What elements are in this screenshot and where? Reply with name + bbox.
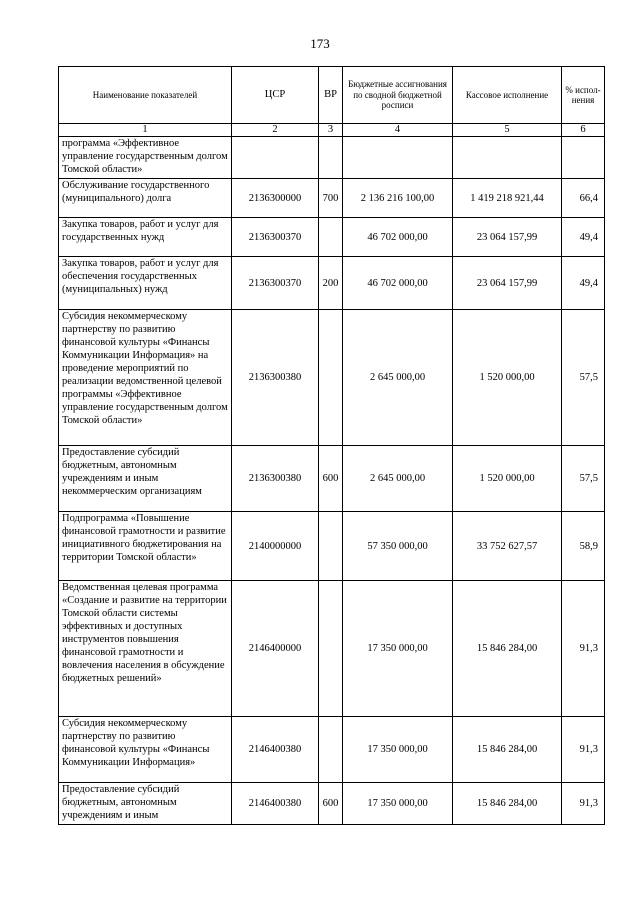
table-row — [59, 717, 605, 783]
row-cash-cell: 23 064 157,99 — [453, 218, 562, 257]
row-budget-cell: 2 645 000,00 — [343, 446, 453, 512]
row-vr-cell — [319, 581, 343, 717]
header-vr: ВР — [319, 67, 343, 124]
row-name-cell: Предоставление субсидий бюджетным, автономным учреждениям и иным некоммерческим организациям — [59, 446, 232, 512]
table-row — [59, 218, 605, 257]
row-pct-cell: 58,9 — [562, 512, 605, 581]
table-row — [59, 512, 605, 581]
table-row — [59, 783, 605, 825]
row-csr-cell: 2146400380 — [232, 717, 319, 783]
row-budget-cell: 17 350 000,00 — [343, 581, 453, 717]
row-cash-cell: 33 752 627,57 — [453, 512, 562, 581]
column-number: 4 — [343, 124, 453, 137]
row-cash-cell: 1 520 000,00 — [453, 446, 562, 512]
row-pct-cell: 91,3 — [562, 581, 605, 717]
table-row — [59, 446, 605, 512]
row-csr-cell: 2136300000 — [232, 179, 319, 218]
table-row — [59, 137, 605, 179]
row-name-cell: Субсидия некоммерческому партнерству по развитию финансовой культуры «Финансы Коммуникации Информация» — [59, 717, 232, 783]
row-vr-cell — [319, 310, 343, 446]
header-csr: ЦСР — [232, 67, 319, 124]
budget-execution-table — [58, 66, 605, 825]
column-number: 2 — [232, 124, 319, 137]
column-number: 6 — [562, 124, 605, 137]
row-pct-cell: 66,4 — [562, 179, 605, 218]
row-pct-cell: 49,4 — [562, 218, 605, 257]
row-vr-cell — [319, 137, 343, 179]
row-pct-cell: 57,5 — [562, 446, 605, 512]
row-pct-cell: 91,3 — [562, 717, 605, 783]
row-pct-cell: 91,3 — [562, 783, 605, 825]
row-budget-cell: 2 136 216 100,00 — [343, 179, 453, 218]
row-vr-cell: 600 — [319, 783, 343, 825]
row-pct-cell: 57,5 — [562, 310, 605, 446]
row-cash-cell: 1 520 000,00 — [453, 310, 562, 446]
row-budget-cell: 17 350 000,00 — [343, 783, 453, 825]
header-budget: Бюджетные ассигнования по сводной бюджетной росписи — [343, 67, 453, 124]
table-row — [59, 310, 605, 446]
column-number: 5 — [453, 124, 562, 137]
row-cash-cell: 15 846 284,00 — [453, 717, 562, 783]
row-vr-cell — [319, 218, 343, 257]
row-vr-cell — [319, 717, 343, 783]
row-budget-cell: 17 350 000,00 — [343, 717, 453, 783]
table-row — [59, 179, 605, 218]
row-vr-cell: 200 — [319, 257, 343, 310]
row-cash-cell: 1 419 218 921,44 — [453, 179, 562, 218]
header-pct: % испол-нения — [562, 67, 605, 124]
row-csr-cell: 2136300370 — [232, 218, 319, 257]
row-cash-cell: 15 846 284,00 — [453, 581, 562, 717]
row-name-cell: Обслуживание государственного (муниципального) долга — [59, 179, 232, 218]
row-name-cell: Ведомственная целевая программа «Создание и развитие на территории Томской области системы эффективных и доступных инструментов повышения финансовой грамотности и вовлечения населения в обсуждение бюджетных решений» — [59, 581, 232, 717]
header-cash: Кассовое исполнение — [453, 67, 562, 124]
table-row — [59, 257, 605, 310]
row-budget-cell — [343, 137, 453, 179]
row-csr-cell: 2146400380 — [232, 783, 319, 825]
row-csr-cell: 2140000000 — [232, 512, 319, 581]
row-pct-cell — [562, 137, 605, 179]
column-number: 1 — [59, 124, 232, 137]
column-number-row — [59, 124, 605, 137]
row-pct-cell: 49,4 — [562, 257, 605, 310]
row-csr-cell: 2146400000 — [232, 581, 319, 717]
row-vr-cell — [319, 512, 343, 581]
column-number: 3 — [319, 124, 343, 137]
row-name-cell: Предоставление субсидий бюджетным, автономным учреждениям и иным — [59, 783, 232, 825]
row-csr-cell: 2136300380 — [232, 310, 319, 446]
row-csr-cell: 2136300370 — [232, 257, 319, 310]
row-csr-cell: 2136300380 — [232, 446, 319, 512]
row-name-cell: Закупка товаров, работ и услуг для обеспечения государственных (муниципальных) нужд — [59, 257, 232, 310]
row-name-cell: Закупка товаров, работ и услуг для государственных нужд — [59, 218, 232, 257]
row-vr-cell: 700 — [319, 179, 343, 218]
row-name-cell: Подпрограмма «Повышение финансовой грамотности и развитие инициативного бюджетирования на территории Томской области» — [59, 512, 232, 581]
table-row — [59, 581, 605, 717]
row-cash-cell — [453, 137, 562, 179]
row-name-cell: программа «Эффективное управление государственным долгом Томской области» — [59, 137, 232, 179]
row-budget-cell: 57 350 000,00 — [343, 512, 453, 581]
page-number: 173 — [310, 36, 330, 51]
row-budget-cell: 46 702 000,00 — [343, 257, 453, 310]
row-budget-cell: 46 702 000,00 — [343, 218, 453, 257]
row-cash-cell: 15 846 284,00 — [453, 783, 562, 825]
row-name-cell: Субсидия некоммерческому партнерству по развитию финансовой культуры «Финансы Коммуникации Информация» на проведение мероприятий по реализации ведомственной целевой программы «Эффективное управление государственным долгом Томской области» — [59, 310, 232, 446]
row-csr-cell — [232, 137, 319, 179]
header-row — [59, 67, 605, 124]
row-budget-cell: 2 645 000,00 — [343, 310, 453, 446]
row-vr-cell: 600 — [319, 446, 343, 512]
row-cash-cell: 23 064 157,99 — [453, 257, 562, 310]
header-name: Наименование показателей — [59, 67, 232, 124]
